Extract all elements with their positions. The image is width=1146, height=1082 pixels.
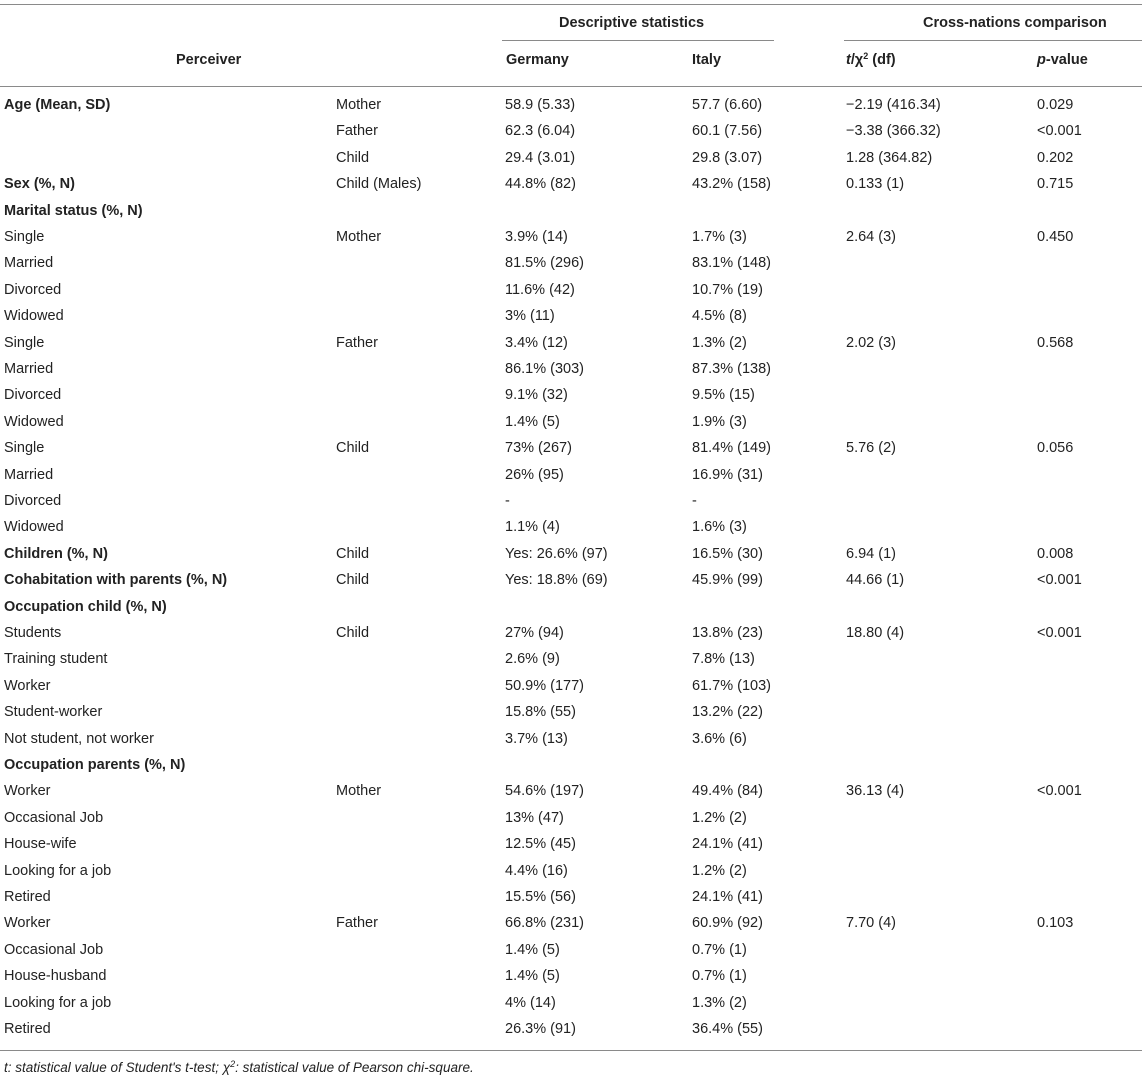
row-label: Occasional Job (4, 942, 104, 958)
row-stat: −2.19 (416.34) (846, 97, 941, 113)
row-label: Training student (4, 651, 108, 667)
row-germany: 26.3% (91) (505, 1021, 576, 1037)
row-label: Age (Mean, SD) (4, 97, 111, 113)
row-italy: 13.8% (23) (692, 625, 763, 641)
row-perceiver: Mother (336, 783, 382, 799)
row-germany: 12.5% (45) (505, 836, 576, 852)
row-italy: 60.9% (92) (692, 915, 763, 931)
row-label: Marital status (%, N) (4, 203, 143, 219)
row-italy: 29.8 (3.07) (692, 150, 763, 166)
row-perceiver: Child (336, 625, 370, 641)
row-italy: 1.7% (3) (692, 229, 747, 245)
row-italy: 9.5% (15) (692, 387, 755, 403)
row-germany: 29.4 (3.01) (505, 150, 576, 166)
row-pvalue: <0.001 (1037, 625, 1082, 641)
row-germany: 11.6% (42) (505, 282, 575, 298)
row-label: Occupation child (%, N) (4, 599, 167, 615)
header-cross: Cross-nations comparison (923, 15, 1107, 31)
row-italy: 81.4% (149) (692, 440, 771, 456)
row-stat: −3.38 (366.32) (846, 123, 941, 139)
row-germany: - (505, 493, 510, 509)
row-italy: 10.7% (19) (692, 282, 763, 298)
row-germany: 86.1% (303) (505, 361, 584, 377)
row-italy: 7.8% (13) (692, 651, 755, 667)
row-label: Student-worker (4, 704, 103, 720)
footnote-chi-text: : statistical value of Pearson chi-square. (235, 1060, 474, 1075)
row-germany: 3.9% (14) (505, 229, 568, 245)
row-stat: 1.28 (364.82) (846, 150, 933, 166)
row-italy: 1.3% (2) (692, 995, 747, 1011)
row-pvalue: 0.715 (1037, 176, 1074, 192)
row-italy: 61.7% (103) (692, 678, 771, 694)
row-stat: 0.133 (1) (846, 176, 905, 192)
row-italy: 4.5% (8) (692, 308, 747, 324)
row-italy: 3.6% (6) (692, 731, 747, 747)
row-perceiver: Child (336, 150, 370, 166)
row-italy: 1.6% (3) (692, 519, 747, 535)
row-germany: 62.3 (6.04) (505, 123, 576, 139)
row-label: Not student, not worker (4, 731, 154, 747)
row-germany: 66.8% (231) (505, 915, 584, 931)
row-italy: 16.5% (30) (692, 546, 763, 562)
row-pvalue: 0.450 (1037, 229, 1074, 245)
row-perceiver: Father (336, 335, 378, 351)
row-pvalue: 0.103 (1037, 915, 1074, 931)
row-label: Looking for a job (4, 863, 112, 879)
row-label: Retired (4, 1021, 51, 1037)
row-perceiver: Father (336, 915, 378, 931)
header-descriptive: Descriptive statistics (559, 15, 705, 31)
row-pvalue: 0.568 (1037, 335, 1074, 351)
row-italy: 57.7 (6.60) (692, 97, 763, 113)
row-italy: 24.1% (41) (692, 889, 763, 905)
row-germany: 4% (14) (505, 995, 556, 1011)
row-label: Sex (%, N) (4, 176, 75, 192)
row-label: Divorced (4, 493, 62, 509)
row-label: Married (4, 467, 54, 483)
footnote-t: t (4, 1060, 8, 1075)
header-germany: Germany (506, 52, 569, 68)
row-italy: 1.9% (3) (692, 414, 747, 430)
header-df: (df) (868, 52, 896, 68)
header-pvalue-suffix: -value (1045, 52, 1088, 68)
row-germany: 13% (47) (505, 810, 564, 826)
row-stat: 5.76 (2) (846, 440, 896, 456)
row-italy: 0.7% (1) (692, 942, 747, 958)
row-italy: 13.2% (22) (692, 704, 763, 720)
footnote-chi: χ (222, 1060, 231, 1075)
row-label: Single (4, 335, 45, 351)
row-stat: 2.02 (3) (846, 335, 896, 351)
row-label: Looking for a job (4, 995, 112, 1011)
row-germany: 2.6% (9) (505, 651, 560, 667)
row-germany: 1.4% (5) (505, 414, 560, 430)
row-germany: 1.4% (5) (505, 942, 560, 958)
row-pvalue: <0.001 (1037, 783, 1082, 799)
row-label: Worker (4, 783, 51, 799)
row-germany: 15.8% (55) (505, 704, 576, 720)
row-italy: 43.2% (158) (692, 176, 771, 192)
row-perceiver: Child (336, 572, 370, 588)
row-label: Students (4, 625, 62, 641)
header-perceiver: Perceiver (176, 52, 242, 68)
row-label: Divorced (4, 282, 62, 298)
row-label: Divorced (4, 387, 62, 403)
row-stat: 6.94 (1) (846, 546, 896, 562)
row-germany: 50.9% (177) (505, 678, 584, 694)
row-perceiver: Father (336, 123, 378, 139)
row-stat: 7.70 (4) (846, 915, 896, 931)
row-perceiver: Child (336, 440, 370, 456)
row-label: Cohabitation with parents (%, N) (4, 572, 228, 588)
row-germany: 54.6% (197) (505, 783, 584, 799)
row-italy: 45.9% (99) (692, 572, 763, 588)
row-germany: 27% (94) (505, 625, 564, 641)
row-label: Married (4, 361, 54, 377)
row-pvalue: 0.008 (1037, 546, 1074, 562)
row-italy: - (692, 493, 697, 509)
row-germany: 9.1% (32) (505, 387, 568, 403)
row-label: House-husband (4, 968, 107, 984)
header-p: p (1037, 52, 1046, 68)
header-chi-sup: 2 (863, 51, 869, 61)
row-label: Widowed (4, 519, 64, 535)
row-germany: 44.8% (82) (505, 176, 576, 192)
header-t: t (846, 52, 851, 68)
row-label: Worker (4, 678, 51, 694)
row-germany: 3.7% (13) (505, 731, 568, 747)
row-germany: 1.4% (5) (505, 968, 560, 984)
row-label: Widowed (4, 414, 64, 430)
row-germany: 73% (267) (505, 440, 572, 456)
footnote (4, 1060, 474, 1075)
row-italy: 87.3% (138) (692, 361, 771, 377)
row-italy: 83.1% (148) (692, 255, 771, 271)
row-label: Married (4, 255, 54, 271)
row-label: Children (%, N) (4, 546, 108, 562)
row-germany: 1.1% (4) (505, 519, 560, 535)
row-pvalue: 0.029 (1037, 97, 1074, 113)
row-germany: 26% (95) (505, 467, 564, 483)
row-perceiver: Mother (336, 229, 382, 245)
footnote-chi-sup: 2 (230, 1059, 236, 1069)
header-chi: /χ (850, 52, 864, 68)
row-label: Worker (4, 915, 51, 931)
row-italy: 60.1 (7.56) (692, 123, 763, 139)
row-perceiver: Child (336, 546, 370, 562)
row-germany: 3.4% (12) (505, 335, 568, 351)
row-italy: 1.3% (2) (692, 335, 747, 351)
row-italy: 49.4% (84) (692, 783, 763, 799)
row-perceiver: Mother (336, 97, 382, 113)
header-italy: Italy (692, 52, 722, 68)
row-pvalue: <0.001 (1037, 572, 1082, 588)
row-pvalue: 0.202 (1037, 150, 1074, 166)
row-germany: Yes: 26.6% (97) (505, 546, 608, 562)
row-italy: 24.1% (41) (692, 836, 763, 852)
row-label: Single (4, 229, 45, 245)
row-italy: 1.2% (2) (692, 810, 747, 826)
row-italy: 1.2% (2) (692, 863, 747, 879)
row-stat: 2.64 (3) (846, 229, 896, 245)
row-label: Occupation parents (%, N) (4, 757, 186, 773)
row-germany: 4.4% (16) (505, 863, 568, 879)
row-italy: 16.9% (31) (692, 467, 763, 483)
row-label: Single (4, 440, 45, 456)
row-germany: Yes: 18.8% (69) (505, 572, 608, 588)
row-label: Occasional Job (4, 810, 104, 826)
row-germany: 15.5% (56) (505, 889, 576, 905)
footnote-t-text: : statistical value of Student's t-test; (7, 1060, 223, 1075)
row-italy: 0.7% (1) (692, 968, 747, 984)
row-germany: 81.5% (296) (505, 255, 584, 271)
row-pvalue: <0.001 (1037, 123, 1082, 139)
row-italy: 36.4% (55) (692, 1021, 763, 1037)
row-germany: 3% (11) (505, 308, 555, 324)
row-pvalue: 0.056 (1037, 440, 1074, 456)
row-stat: 44.66 (1) (846, 572, 905, 588)
row-stat: 36.13 (4) (846, 783, 905, 799)
row-label: House-wife (4, 836, 77, 852)
row-perceiver: Child (Males) (336, 176, 422, 192)
row-germany: 58.9 (5.33) (505, 97, 576, 113)
row-label: Retired (4, 889, 51, 905)
row-stat: 18.80 (4) (846, 625, 905, 641)
row-label: Widowed (4, 308, 64, 324)
